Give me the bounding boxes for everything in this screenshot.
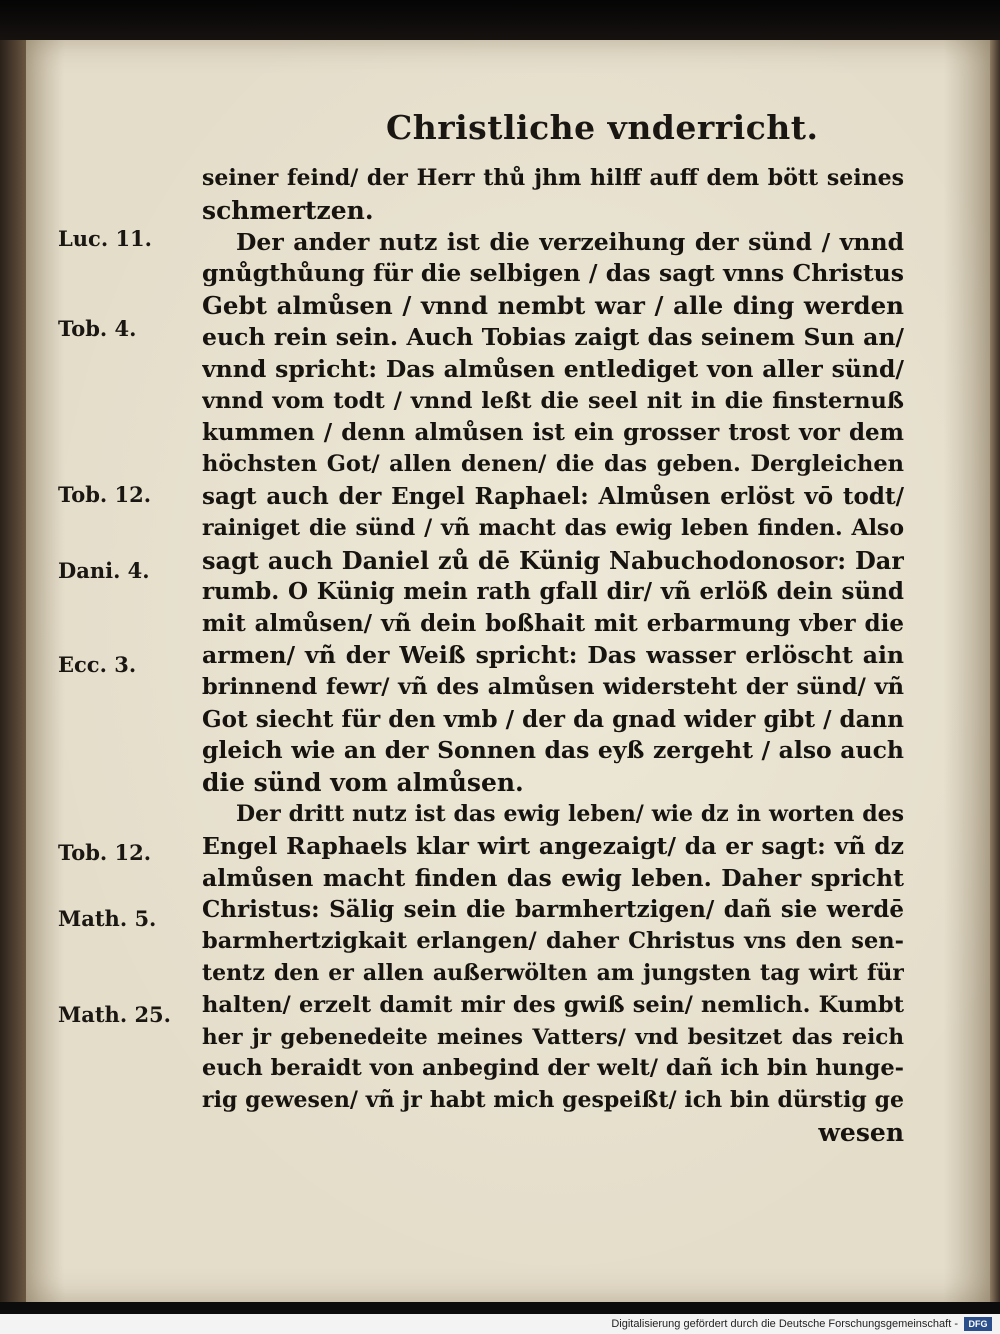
text-line: schmertzen.	[202, 195, 374, 225]
catchword: wesen	[818, 1117, 904, 1147]
margin-reference: Dani. 4.	[58, 558, 150, 583]
running-title: Christliche vnderricht.	[386, 108, 819, 147]
margin-reference: Math. 5.	[58, 906, 157, 931]
text-line: her jr gebenedeite meines Vatters/ vnd besitzet das reich	[202, 1024, 904, 1050]
text-line: Christus: Sälig sein die barmhertzigen/ dañ sie werdē	[202, 896, 904, 924]
text-line: mit almůsen/ vñ dein boßhait mit erbarmung vber die	[202, 610, 904, 638]
digitization-credit: Digitalisierung gefördert durch die Deutsche Forschungsgemeinschaft -	[611, 1318, 958, 1330]
text-line: Got siecht für den vmb / der da gnad wider gibt / dann	[202, 705, 904, 733]
text-line: die sünd vom almůsen.	[202, 768, 524, 798]
margin-reference: Math. 25.	[58, 1002, 171, 1027]
text-line: gleich wie an der Sonnen das eyß zergeht / also auch	[202, 736, 904, 765]
book-spine-shadow	[0, 40, 28, 1302]
text-line: rumb. O Künig mein rath gfall dir/ vñ erlöß dein sünd	[202, 578, 904, 606]
text-line: sagt auch der Engel Raphael: Almůsen erlöst vō todt/	[202, 482, 904, 510]
text-line: euch rein sein. Auch Tobias zaigt das seinem Sun an/	[202, 322, 904, 351]
text-line: Engel Raphaels klar wirt angezaigt/ da er sagt: vñ dz	[202, 831, 904, 860]
dfg-logo: DFG	[964, 1317, 992, 1331]
margin-reference: Tob. 4.	[58, 316, 137, 341]
text-line: Der dritt nutz ist das ewig leben/ wie dz in worten des	[236, 800, 904, 827]
text-line: euch beraidt von anbegind der welt/ dañ ich bin hunge-	[202, 1055, 904, 1082]
text-line: tentz den er allen außerwölten am jungsten tag wirt für	[202, 959, 904, 986]
text-line: brinnend fewr/ vñ des almůsen widersteht der sünd/ vñ	[202, 673, 904, 700]
page-edge	[990, 40, 1000, 1302]
margin-reference: Luc. 11.	[58, 226, 152, 251]
text-line: rainiget die sünd / vñ macht das ewig leben finden. Also	[202, 514, 904, 541]
text-line: barmhertzigkait erlangen/ daher Christus vns den sen-	[202, 928, 904, 955]
margin-reference: Tob. 12.	[58, 482, 152, 507]
text-line: Der ander nutz ist die verzeihung der sünd / vnnd	[236, 227, 904, 256]
text-line: almůsen macht finden das ewig leben. Daher spricht	[202, 863, 904, 892]
text-line: armen/ vñ der Weiß spricht: Das wasser erlöscht ain	[202, 640, 904, 669]
margin-reference: Tob. 12.	[58, 840, 152, 865]
margin-reference: Ecc. 3.	[58, 652, 137, 677]
text-line: kummen / denn almůsen ist ein grosser trost vor dem	[202, 419, 904, 447]
text-line: sagt auch Daniel zů dē Künig Nabuchodonosor: Dar	[202, 545, 904, 575]
main-text-block	[202, 163, 904, 1149]
text-line: gnůgthůung für die selbigen / das sagt vnns Christus	[202, 259, 904, 288]
text-line: vnnd spricht: Das almůsen entlediget von aller sünd/	[202, 354, 904, 383]
text-line: höchsten Got/ allen denen/ die das geben. Dergleichen	[202, 451, 904, 478]
scan-top-edge	[0, 0, 1000, 42]
text-line: vnnd vom todt / vnnd leßt die seel nit in die finsternuß	[202, 387, 904, 414]
text-line: halten/ erzelt damit mir des gwiß sein/ nemlich. Kumbt	[202, 991, 904, 1018]
text-line: rig gewesen/ vñ jr habt mich gespeißt/ ich bin dürstig ge	[202, 1087, 904, 1114]
text-line: seiner feind/ der Herr thů jhm hilff auff dem bött seines	[202, 165, 904, 191]
text-line: Gebt almůsen / vnnd nembt war / alle ding werden	[202, 291, 904, 321]
